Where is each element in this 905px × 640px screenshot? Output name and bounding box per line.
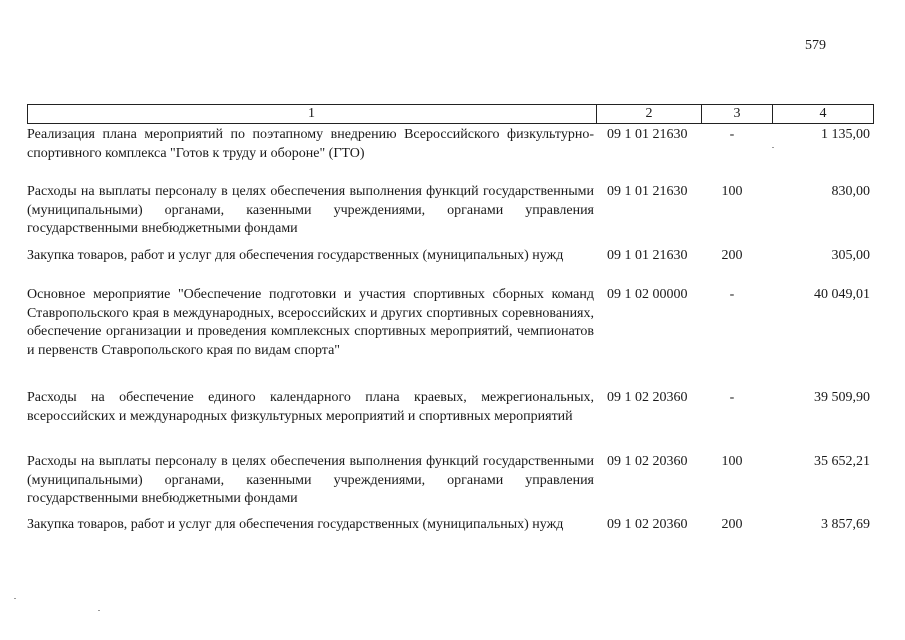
row-amount: 40 049,01 bbox=[814, 287, 870, 302]
row-code: 09 1 02 20360 bbox=[607, 390, 688, 405]
header-col-3: 3 bbox=[733, 106, 741, 121]
row-expense-type: - bbox=[729, 390, 735, 405]
row-amount: 305,00 bbox=[831, 248, 870, 263]
row-name: Основное мероприятие "Обеспечение подготовки и участия спортивных сборных команд Ставропольского края в международных, всероссийских и других спортивных соревнованиях, обеспечение организации и проведения комплексных спортивных мероприятий, чемпионатов и первенств Ставропольского края по видам спорта" bbox=[27, 287, 594, 359]
row-code: 09 1 02 20360 bbox=[607, 454, 688, 469]
row-name: Расходы на выплаты персоналу в целях обеспечения выполнения функций государственными (муниципальными) органами, казенными учреждениями, органами управления государственными внебюджетными фондами bbox=[27, 184, 594, 237]
header-col-4: 4 bbox=[819, 106, 827, 121]
row-code: 09 1 02 20360 bbox=[607, 517, 688, 532]
row-code: 09 1 01 21630 bbox=[607, 248, 688, 263]
row-expense-type: 100 bbox=[721, 184, 743, 199]
scan-speck bbox=[98, 610, 100, 611]
row-amount: 39 509,90 bbox=[814, 390, 870, 405]
scan-speck bbox=[14, 598, 16, 599]
row-amount: 3 857,69 bbox=[821, 517, 870, 532]
row-name: Реализация плана мероприятий по поэтапному внедрению Всероссийского физкультурно-спортивного комплекса "Готов к труду и обороне" (ГТО) bbox=[27, 127, 594, 161]
row-name: Закупка товаров, работ и услуг для обеспечения государственных (муниципальных) нужд bbox=[27, 248, 564, 263]
row-code: 09 1 02 00000 bbox=[607, 287, 688, 302]
row-name: Закупка товаров, работ и услуг для обеспечения государственных (муниципальных) нужд bbox=[27, 517, 564, 532]
row-code: 09 1 01 21630 bbox=[607, 127, 688, 142]
row-amount: 1 135,00 bbox=[821, 127, 870, 142]
row-expense-type: 200 bbox=[721, 517, 743, 532]
row-name: Расходы на обеспечение единого календарного плана краевых, межрегиональных, всероссийских и международных физкультурных мероприятий и спортивных мероприятий bbox=[27, 390, 594, 424]
header-col-1: 1 bbox=[308, 106, 315, 121]
row-name: Расходы на выплаты персоналу в целях обеспечения выполнения функций государственными (муниципальными) органами, казенными учреждениями, органами управления государственными внебюджетными фондами bbox=[27, 454, 594, 507]
scan-speck bbox=[772, 147, 774, 148]
row-code: 09 1 01 21630 bbox=[607, 184, 688, 199]
row-amount: 830,00 bbox=[831, 184, 870, 199]
table-header bbox=[27, 104, 874, 124]
page-number: 579 bbox=[805, 38, 826, 53]
row-expense-type: 100 bbox=[721, 454, 743, 469]
row-expense-type: 200 bbox=[721, 248, 743, 263]
row-expense-type: - bbox=[729, 287, 735, 302]
row-expense-type: - bbox=[729, 127, 735, 142]
header-col-2: 2 bbox=[645, 106, 653, 121]
row-amount: 35 652,21 bbox=[814, 454, 870, 469]
